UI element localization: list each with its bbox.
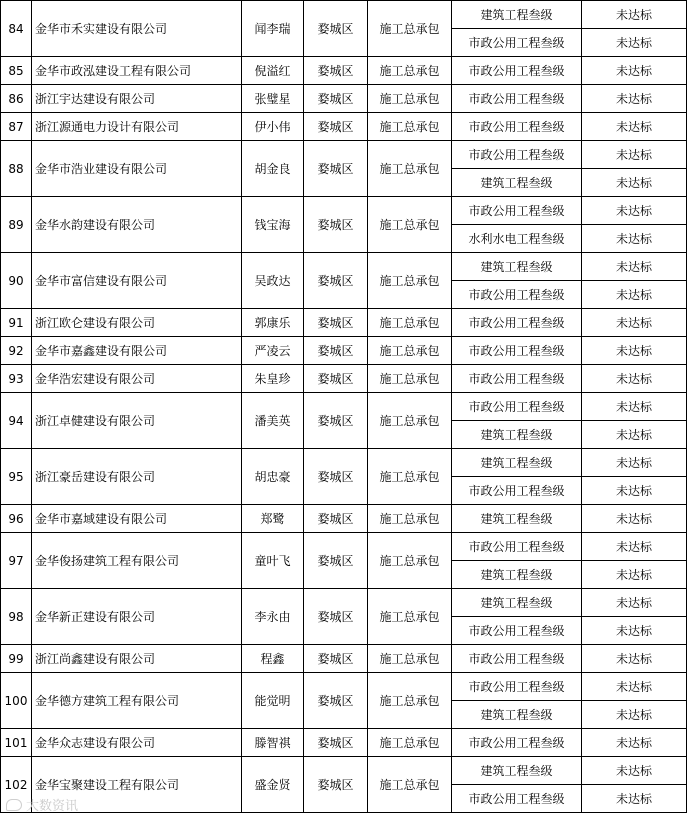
cell-status: 未达标 [582, 785, 687, 813]
cell-no: 95 [1, 449, 32, 505]
cell-qualification: 市政公用工程叁级 [452, 113, 582, 141]
cell-district: 婺城区 [304, 365, 368, 393]
cell-status: 未达标 [582, 113, 687, 141]
cell-status: 未达标 [582, 365, 687, 393]
cell-type: 施工总承包 [368, 393, 452, 449]
cell-company: 浙江宇达建设有限公司 [32, 85, 242, 113]
watermark [6, 795, 78, 814]
cell-company: 金华德方建筑工程有限公司 [32, 673, 242, 729]
table-row [1, 1, 687, 29]
cell-manager: 李永由 [242, 589, 304, 645]
cell-company: 金华市嘉域建设有限公司 [32, 505, 242, 533]
cell-district: 婺城区 [304, 393, 368, 449]
cell-district: 婺城区 [304, 589, 368, 645]
cell-district: 婺城区 [304, 57, 368, 85]
cell-status: 未达标 [582, 757, 687, 785]
cell-company: 浙江欧仑建设有限公司 [32, 309, 242, 337]
cell-status: 未达标 [582, 477, 687, 505]
cell-status: 未达标 [582, 729, 687, 757]
table-row [1, 673, 687, 701]
table-row [1, 589, 687, 617]
cell-type: 施工总承包 [368, 449, 452, 505]
cell-type: 施工总承包 [368, 57, 452, 85]
cell-no: 92 [1, 337, 32, 365]
cell-company: 金华市禾实建设有限公司 [32, 1, 242, 57]
cell-qualification: 市政公用工程叁级 [452, 141, 582, 169]
cell-status: 未达标 [582, 169, 687, 197]
cell-company: 金华市嘉鑫建设有限公司 [32, 337, 242, 365]
cell-status: 未达标 [582, 449, 687, 477]
cell-manager: 严凌云 [242, 337, 304, 365]
cell-status: 未达标 [582, 309, 687, 337]
cell-no: 89 [1, 197, 32, 253]
cell-type: 施工总承包 [368, 1, 452, 57]
cell-type: 施工总承包 [368, 113, 452, 141]
cell-status: 未达标 [582, 253, 687, 281]
cell-company: 金华浩宏建设有限公司 [32, 365, 242, 393]
table-row [1, 449, 687, 477]
cell-status: 未达标 [582, 225, 687, 253]
cell-district: 婺城区 [304, 141, 368, 197]
cell-district: 婺城区 [304, 337, 368, 365]
cell-district: 婺城区 [304, 113, 368, 141]
cell-company: 金华市政泓建设工程有限公司 [32, 57, 242, 85]
cell-company: 浙江卓健建设有限公司 [32, 393, 242, 449]
cell-status: 未达标 [582, 141, 687, 169]
cell-qualification: 市政公用工程叁级 [452, 57, 582, 85]
cell-status: 未达标 [582, 533, 687, 561]
cell-qualification: 市政公用工程叁级 [452, 197, 582, 225]
cell-type: 施工总承包 [368, 197, 452, 253]
cell-company: 金华新正建设有限公司 [32, 589, 242, 645]
cell-company: 浙江源通电力设计有限公司 [32, 113, 242, 141]
cell-type: 施工总承包 [368, 729, 452, 757]
cell-district: 婺城区 [304, 309, 368, 337]
cell-qualification: 市政公用工程叁级 [452, 645, 582, 673]
cell-status: 未达标 [582, 505, 687, 533]
cell-type: 施工总承包 [368, 645, 452, 673]
cell-manager: 程鑫 [242, 645, 304, 673]
cell-manager: 能觉明 [242, 673, 304, 729]
cell-district: 婺城区 [304, 253, 368, 309]
cell-manager: 倪溢红 [242, 57, 304, 85]
cell-qualification: 市政公用工程叁级 [452, 337, 582, 365]
cell-district: 婺城区 [304, 197, 368, 253]
cell-type: 施工总承包 [368, 141, 452, 197]
cell-qualification: 市政公用工程叁级 [452, 309, 582, 337]
cell-qualification: 建筑工程叁级 [452, 421, 582, 449]
watermark-text: 大数资讯 [26, 799, 79, 814]
cell-qualification: 市政公用工程叁级 [452, 393, 582, 421]
cell-qualification: 建筑工程叁级 [452, 589, 582, 617]
cell-status: 未达标 [582, 393, 687, 421]
table-row [1, 337, 687, 365]
cell-status: 未达标 [582, 421, 687, 449]
cell-manager: 滕智祺 [242, 729, 304, 757]
cell-manager: 潘美英 [242, 393, 304, 449]
table-row [1, 141, 687, 169]
cell-qualification: 建筑工程叁级 [452, 253, 582, 281]
table-row [1, 197, 687, 225]
cell-no: 93 [1, 365, 32, 393]
table-row [1, 365, 687, 393]
cell-company: 金华水韵建设有限公司 [32, 197, 242, 253]
table-row [1, 729, 687, 757]
cell-district: 婺城区 [304, 449, 368, 505]
cell-qualification: 建筑工程叁级 [452, 1, 582, 29]
cell-manager: 闻李瑞 [242, 1, 304, 57]
cell-status: 未达标 [582, 673, 687, 701]
table-row [1, 57, 687, 85]
cell-company: 浙江尚鑫建设有限公司 [32, 645, 242, 673]
cell-type: 施工总承包 [368, 533, 452, 589]
cell-type: 施工总承包 [368, 365, 452, 393]
cell-qualification: 市政公用工程叁级 [452, 281, 582, 309]
cell-district: 婺城区 [304, 1, 368, 57]
cell-type: 施工总承包 [368, 757, 452, 813]
cell-no: 102 [1, 757, 32, 813]
cell-manager: 盛金贤 [242, 757, 304, 813]
cell-manager: 郭康乐 [242, 309, 304, 337]
cell-no: 85 [1, 57, 32, 85]
cell-district: 婺城区 [304, 673, 368, 729]
cell-status: 未达标 [582, 281, 687, 309]
cell-no: 100 [1, 673, 32, 729]
cell-type: 施工总承包 [368, 673, 452, 729]
table-row [1, 757, 687, 785]
cell-district: 婺城区 [304, 85, 368, 113]
cell-type: 施工总承包 [368, 505, 452, 533]
cell-company: 金华众志建设有限公司 [32, 729, 242, 757]
cell-status: 未达标 [582, 617, 687, 645]
cell-manager: 伊小伟 [242, 113, 304, 141]
cell-manager: 郑鹭 [242, 505, 304, 533]
cell-status: 未达标 [582, 645, 687, 673]
cell-qualification: 市政公用工程叁级 [452, 29, 582, 57]
cell-type: 施工总承包 [368, 309, 452, 337]
cell-district: 婺城区 [304, 729, 368, 757]
cell-district: 婺城区 [304, 645, 368, 673]
cell-district: 婺城区 [304, 533, 368, 589]
cell-qualification: 建筑工程叁级 [452, 561, 582, 589]
cell-status: 未达标 [582, 1, 687, 29]
table-row [1, 645, 687, 673]
cell-qualification: 市政公用工程叁级 [452, 85, 582, 113]
cell-no: 90 [1, 253, 32, 309]
cell-manager: 张璧星 [242, 85, 304, 113]
table-row [1, 85, 687, 113]
cell-qualification: 建筑工程叁级 [452, 169, 582, 197]
cell-qualification: 市政公用工程叁级 [452, 673, 582, 701]
cell-manager: 钱宝海 [242, 197, 304, 253]
cell-qualification: 市政公用工程叁级 [452, 477, 582, 505]
table-row [1, 393, 687, 421]
cell-manager: 朱皇珍 [242, 365, 304, 393]
cell-status: 未达标 [582, 57, 687, 85]
cell-qualification: 水利水电工程叁级 [452, 225, 582, 253]
table-row [1, 113, 687, 141]
table-row [1, 505, 687, 533]
cell-status: 未达标 [582, 29, 687, 57]
cell-qualification: 市政公用工程叁级 [452, 729, 582, 757]
cell-status: 未达标 [582, 561, 687, 589]
cell-status: 未达标 [582, 337, 687, 365]
cell-status: 未达标 [582, 589, 687, 617]
cell-manager: 童叶飞 [242, 533, 304, 589]
cell-qualification: 市政公用工程叁级 [452, 365, 582, 393]
cell-qualification: 市政公用工程叁级 [452, 785, 582, 813]
cell-no: 87 [1, 113, 32, 141]
cell-no: 96 [1, 505, 32, 533]
cell-no: 86 [1, 85, 32, 113]
cell-no: 101 [1, 729, 32, 757]
cell-no: 98 [1, 589, 32, 645]
table-row [1, 309, 687, 337]
cell-type: 施工总承包 [368, 337, 452, 365]
cell-qualification: 建筑工程叁级 [452, 757, 582, 785]
cell-qualification: 市政公用工程叁级 [452, 533, 582, 561]
table-body [1, 1, 687, 813]
cell-no: 84 [1, 1, 32, 57]
cell-no: 94 [1, 393, 32, 449]
chat-bubble-icon [6, 799, 22, 811]
table-row [1, 533, 687, 561]
cell-status: 未达标 [582, 701, 687, 729]
cell-company: 金华宝聚建设工程有限公司 [32, 757, 242, 813]
cell-no: 91 [1, 309, 32, 337]
cell-district: 婺城区 [304, 757, 368, 813]
cell-type: 施工总承包 [368, 589, 452, 645]
cell-type: 施工总承包 [368, 85, 452, 113]
table-row [1, 253, 687, 281]
cell-company: 金华市浩业建设有限公司 [32, 141, 242, 197]
cell-no: 99 [1, 645, 32, 673]
cell-company: 金华俊扬建筑工程有限公司 [32, 533, 242, 589]
cell-manager: 胡忠豪 [242, 449, 304, 505]
cell-qualification: 市政公用工程叁级 [452, 617, 582, 645]
cell-district: 婺城区 [304, 505, 368, 533]
cell-type: 施工总承包 [368, 253, 452, 309]
cell-no: 88 [1, 141, 32, 197]
cell-manager: 胡金良 [242, 141, 304, 197]
cell-qualification: 建筑工程叁级 [452, 701, 582, 729]
cell-no: 97 [1, 533, 32, 589]
cell-company: 浙江豪岳建设有限公司 [32, 449, 242, 505]
cell-qualification: 建筑工程叁级 [452, 449, 582, 477]
cell-company: 金华市富信建设有限公司 [32, 253, 242, 309]
cell-manager: 吴政达 [242, 253, 304, 309]
cell-status: 未达标 [582, 85, 687, 113]
cell-status: 未达标 [582, 197, 687, 225]
cell-qualification: 建筑工程叁级 [452, 505, 582, 533]
